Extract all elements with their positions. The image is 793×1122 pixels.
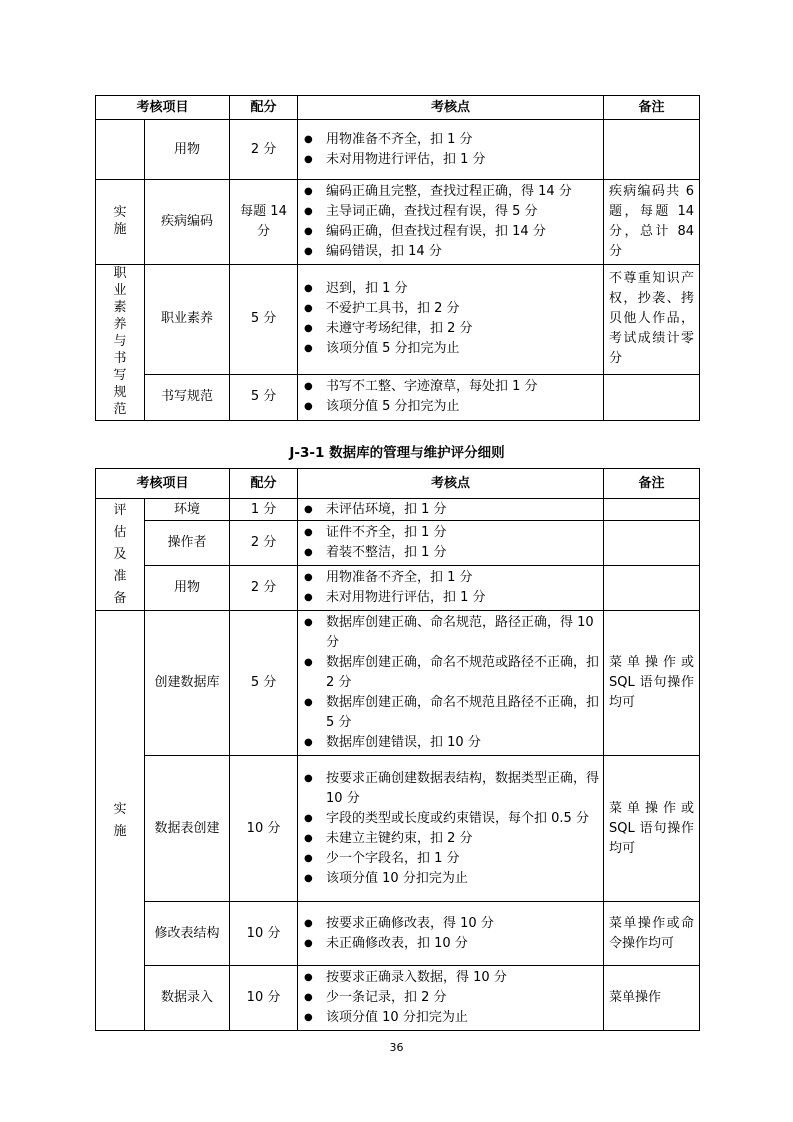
point-item: ● 少一条记录，扣 2 分: [304, 988, 599, 1008]
header-note: 备注: [604, 469, 700, 499]
score-cell: 10 分: [230, 756, 298, 902]
page-number: 36: [389, 1041, 404, 1054]
note-cell: 菜单操作或 SQL 语句操作均可: [604, 611, 700, 756]
score-cell: 2 分: [230, 120, 298, 180]
group-cell: [96, 499, 145, 611]
header-score: 配分: [230, 96, 298, 120]
note-cell: 菜单操作或 SQL 语句操作均可: [604, 756, 700, 902]
item-cell: 数据录入: [145, 966, 230, 1031]
score-cell: 5 分: [230, 374, 298, 421]
point-item: ● 着装不整洁，扣 1 分: [304, 543, 599, 563]
note-cell: 菜单操作: [604, 966, 700, 1031]
point-item: ● 该项分值 10 分扣完为止: [304, 869, 599, 889]
score-cell: 2 分: [230, 566, 298, 611]
table-header-row: [96, 469, 700, 499]
group-cell: [96, 265, 145, 421]
point-item: ● 编码正确且完整，查找过程正确，得 14 分: [304, 182, 599, 202]
item-cell: 书写规范: [145, 374, 230, 421]
note-cell: 菜单操作或命令操作均可: [604, 902, 700, 966]
points-cell: [298, 566, 604, 611]
point-item: ● 数据库创建正确，命名不规范或路径不正确，扣 2 分: [304, 653, 599, 693]
table-row: [96, 120, 700, 180]
group-cell: [96, 611, 145, 1031]
table-row: [96, 611, 700, 756]
point-item: ● 用物准备不齐全，扣 1 分: [304, 568, 599, 588]
points-cell: [298, 180, 604, 265]
table-row: [96, 902, 700, 966]
point-item: ● 数据库创建错误，扣 10 分: [304, 733, 599, 753]
score-cell: 10 分: [230, 902, 298, 966]
table-row: [96, 374, 700, 421]
point-item: ● 未建立主键约束，扣 2 分: [304, 829, 599, 849]
point-item: ● 编码错误，扣 14 分: [304, 242, 599, 262]
points-cell: [298, 902, 604, 966]
point-item: ● 少一个字段名，扣 1 分: [304, 849, 599, 869]
points-cell: [298, 265, 604, 375]
point-item: ● 该项分值 5 分扣完为止: [304, 397, 599, 417]
table-row: [96, 180, 700, 265]
points-cell: [298, 521, 604, 566]
note-cell: 不尊重知识产权，抄袭、拷贝他人作品，考试成绩计零分: [604, 265, 700, 375]
points-cell: [298, 756, 604, 902]
group-cell-empty: [96, 120, 145, 180]
score-cell: 每题 14 分: [230, 180, 298, 265]
point-item: ● 编码正确，但查找过程有误，扣 14 分: [304, 222, 599, 242]
group-label: 实施: [113, 205, 127, 237]
table-caption: J-3-1 数据库的管理与维护评分细则: [289, 445, 505, 461]
item-cell: 环境: [145, 499, 230, 521]
scoring-table-continued: [95, 95, 700, 421]
note-cell: [604, 521, 700, 566]
table-row: [96, 756, 700, 902]
point-item: ● 不爱护工具书，扣 2 分: [304, 299, 599, 319]
item-cell: 数据表创建: [145, 756, 230, 902]
point-item: ● 该项分值 5 分扣完为止: [304, 339, 599, 359]
table-header-row: [96, 96, 700, 120]
item-cell: 职业素养: [145, 265, 230, 375]
table-row: [96, 499, 700, 521]
point-item: ● 字段的类型或长度或约束错误，每个扣 0.5 分: [304, 809, 599, 829]
point-item: ● 数据库创建正确，命名不规范且路径不正确，扣 5 分: [304, 693, 599, 733]
point-item: ● 书写不工整、字迹潦草，每处扣 1 分: [304, 377, 599, 397]
table-row: [96, 966, 700, 1031]
score-cell: 5 分: [230, 611, 298, 756]
header-points: 考核点: [298, 469, 604, 499]
table-row: [96, 566, 700, 611]
item-cell: 修改表结构: [145, 902, 230, 966]
note-cell: [604, 566, 700, 611]
item-cell: 用物: [145, 566, 230, 611]
point-item: ● 用物准备不齐全，扣 1 分: [304, 130, 599, 150]
point-item: ● 未对用物进行评估，扣 1 分: [304, 150, 599, 170]
group-label: 实施: [113, 801, 127, 839]
note-cell: [604, 120, 700, 180]
point-item: ● 数据库创建正确、命名规范，路径正确，得 10 分: [304, 613, 599, 653]
item-cell: 用物: [145, 120, 230, 180]
database-scoring-table: [95, 468, 700, 1031]
points-cell: [298, 966, 604, 1031]
point-item: ● 证件不齐全，扣 1 分: [304, 523, 599, 543]
group-label: 职业素养与书写规范: [113, 266, 127, 417]
points-cell: [298, 611, 604, 756]
group-cell: [96, 180, 145, 265]
item-cell: 疾病编码: [145, 180, 230, 265]
point-item: ● 未对用物进行评估，扣 1 分: [304, 588, 599, 608]
points-cell: [298, 120, 604, 180]
item-cell: 创建数据库: [145, 611, 230, 756]
item-cell: 操作者: [145, 521, 230, 566]
note-cell: 疾病编码共 6 题，每题 14 分，总计 84 分: [604, 180, 700, 265]
points-cell: [298, 499, 604, 521]
point-item: ● 按要求正确修改表，得 10 分: [304, 914, 599, 934]
point-item: ● 迟到，扣 1 分: [304, 279, 599, 299]
header-score: 配分: [230, 469, 298, 499]
point-item: ● 该项分值 10 分扣完为止: [304, 1008, 599, 1028]
score-cell: 5 分: [230, 265, 298, 375]
table-row: [96, 521, 700, 566]
group-label: 评估及准备: [113, 502, 127, 606]
point-item: ● 未评估环境，扣 1 分: [304, 500, 599, 520]
header-points: 考核点: [298, 96, 604, 120]
score-cell: 2 分: [230, 521, 298, 566]
point-item: ● 未正确修改表，扣 10 分: [304, 934, 599, 954]
score-cell: 10 分: [230, 966, 298, 1031]
header-note: 备注: [604, 96, 700, 120]
score-cell: 1 分: [230, 499, 298, 521]
point-item: ● 按要求正确创建数据表结构，数据类型正确，得 10 分: [304, 769, 599, 809]
point-item: ● 按要求正确录入数据，得 10 分: [304, 968, 599, 988]
point-item: ● 未遵守考场纪律，扣 2 分: [304, 319, 599, 339]
note-cell: [604, 374, 700, 421]
points-cell: [298, 374, 604, 421]
point-item: ● 主导词正确，查找过程有误，得 5 分: [304, 202, 599, 222]
note-cell: [604, 499, 700, 521]
header-item: 考核项目: [96, 469, 230, 499]
header-item: 考核项目: [96, 96, 230, 120]
table-row: [96, 265, 700, 375]
